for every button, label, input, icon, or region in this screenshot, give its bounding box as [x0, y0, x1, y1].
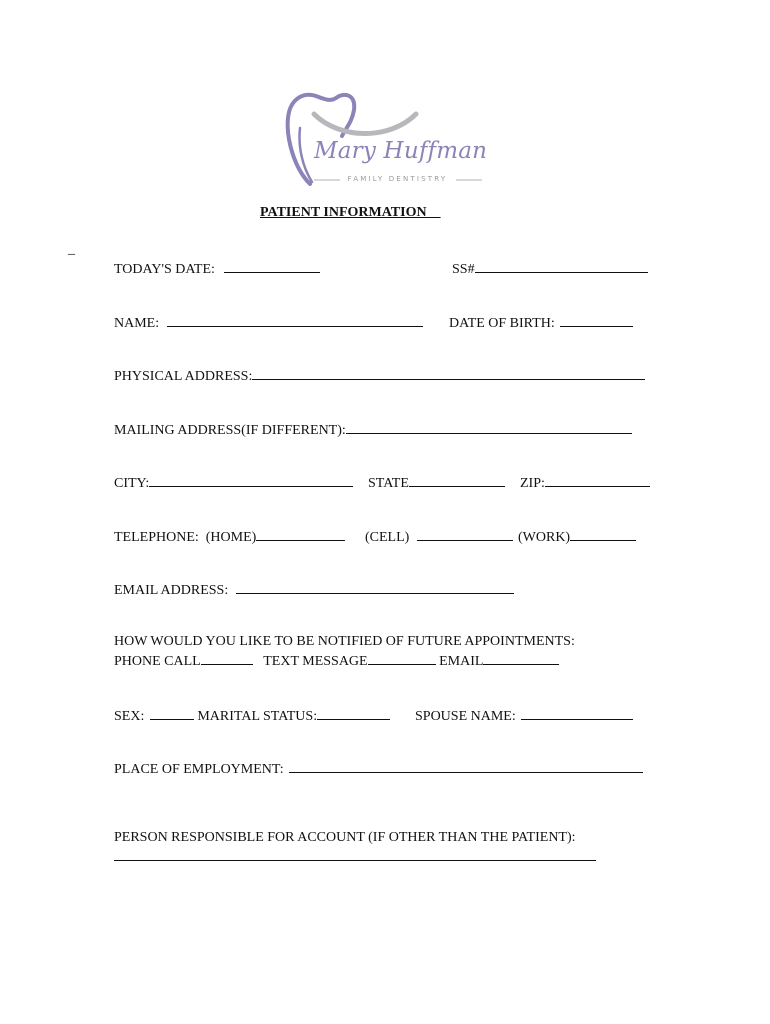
- row-email: [114, 580, 514, 600]
- mailing-address-label: MAILING ADDRESS(IF DIFFERENT):: [114, 423, 346, 438]
- work-phone-label: (WORK): [518, 530, 571, 545]
- row-physical-address: [114, 366, 645, 386]
- home-phone-field[interactable]: [256, 527, 345, 541]
- work-group: [518, 527, 636, 547]
- text-message-label: TEXT MESSAGE: [263, 654, 368, 669]
- zip-field[interactable]: [545, 473, 650, 487]
- email-address-label: EMAIL ADDRESS:: [114, 583, 229, 598]
- physical-address-label: PHYSICAL ADDRESS:: [114, 369, 253, 384]
- ss-group: [452, 259, 648, 279]
- email-address-field[interactable]: [236, 580, 514, 594]
- zip-label: ZIP:: [520, 476, 545, 491]
- city-field[interactable]: [149, 473, 353, 487]
- dob-group: [449, 313, 633, 333]
- todays-date-field[interactable]: [224, 259, 320, 273]
- row-telephone: [114, 527, 345, 547]
- work-phone-field[interactable]: [570, 527, 636, 541]
- row-name-dob: [114, 313, 423, 333]
- responsible-label: PERSON RESPONSIBLE FOR ACCOUNT (IF OTHER THAN THE PATIENT):: [114, 830, 576, 845]
- row-date-ss: [114, 259, 320, 279]
- employment-field[interactable]: [289, 759, 643, 773]
- notify-question: HOW WOULD YOU LIKE TO BE NOTIFIED OF FUTURE APPOINTMENTS:: [114, 634, 575, 649]
- sex-field[interactable]: [150, 706, 194, 720]
- city-label: CITY:: [114, 476, 150, 491]
- row-mailing-address: [114, 420, 632, 440]
- mailing-address-field[interactable]: [346, 420, 632, 434]
- margin-marker: _: [68, 242, 75, 257]
- zip-group: [520, 473, 650, 493]
- spouse-name-label: SPOUSE NAME:: [415, 709, 516, 724]
- responsible-field[interactable]: [114, 847, 596, 861]
- text-message-field[interactable]: [368, 651, 436, 665]
- cell-phone-field[interactable]: [417, 527, 513, 541]
- name-label: NAME:: [114, 316, 160, 331]
- cell-phone-label: (CELL): [365, 530, 410, 545]
- state-group: [368, 473, 505, 493]
- row-sex-marital: [114, 706, 390, 726]
- logo-tagline: FAMILY DENTISTRY: [347, 175, 448, 183]
- page-title-text: PATIENT INFORMATION: [260, 205, 427, 220]
- marital-status-label: MARITAL STATUS:: [197, 709, 318, 724]
- spouse-name-field[interactable]: [521, 706, 633, 720]
- state-field[interactable]: [409, 473, 505, 487]
- cell-group: [365, 527, 513, 547]
- state-label: STATE: [368, 476, 409, 491]
- ss-label: SS#: [452, 262, 475, 277]
- dob-field[interactable]: [560, 313, 633, 327]
- email-option-field[interactable]: [483, 651, 559, 665]
- physical-address-field[interactable]: [252, 366, 645, 380]
- telephone-label: TELEPHONE:: [114, 530, 199, 545]
- dentistry-logo: [280, 88, 490, 190]
- row-employment: [114, 759, 643, 779]
- phone-call-label: PHONE CALL: [114, 654, 201, 669]
- logo-brand-name: Mary Huffman: [314, 138, 488, 164]
- row-notify-options: [114, 651, 559, 671]
- phone-call-field[interactable]: [201, 651, 253, 665]
- row-responsible-field: [114, 847, 596, 867]
- ss-field[interactable]: [475, 259, 648, 273]
- home-phone-label: (HOME): [205, 530, 257, 545]
- spouse-group: [415, 706, 633, 726]
- page-title: [260, 205, 441, 221]
- marital-status-field[interactable]: [317, 706, 390, 720]
- email-option-label: EMAIL: [439, 654, 484, 669]
- employment-label: PLACE OF EMPLOYMENT:: [114, 762, 284, 777]
- todays-date-label: TODAY'S DATE:: [114, 262, 215, 277]
- sex-label: SEX:: [114, 709, 145, 724]
- name-field[interactable]: [167, 313, 423, 327]
- dob-label: DATE OF BIRTH:: [449, 316, 555, 331]
- row-city: [114, 473, 353, 493]
